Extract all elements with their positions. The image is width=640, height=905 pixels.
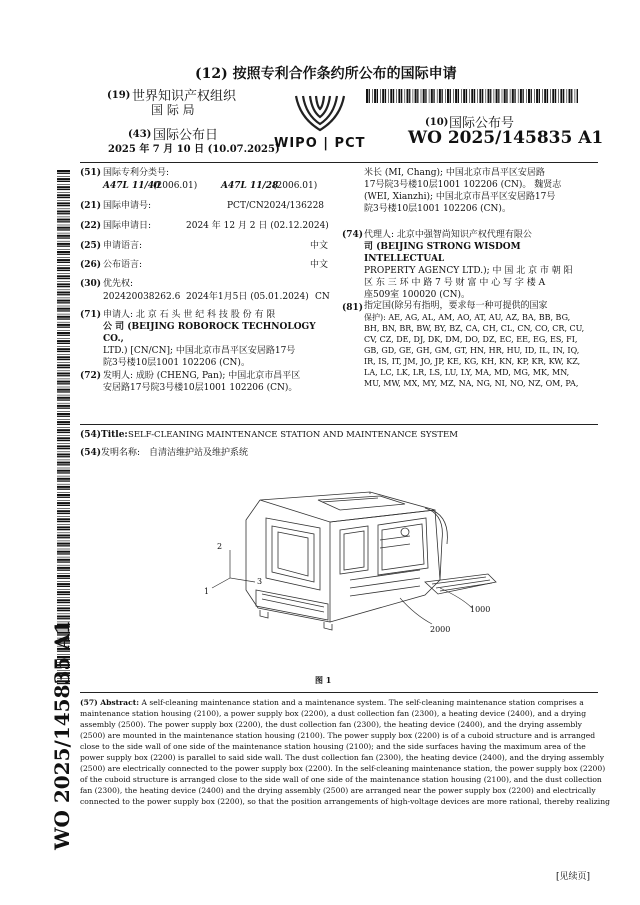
field-21-num: (21) bbox=[80, 201, 102, 211]
field-21-label: 国际申请号: bbox=[103, 201, 152, 211]
ref-label-2000: 2000 bbox=[430, 625, 451, 634]
axis-label-1: 1 bbox=[204, 587, 210, 596]
title-cn-label: 发明名称: bbox=[101, 448, 141, 458]
inventor-cont-line: 17号院3号楼10层1001 102206 (CN)。 魏贤志 bbox=[364, 180, 562, 190]
abstract-rule bbox=[80, 692, 598, 693]
top-barcode bbox=[366, 88, 578, 102]
designated-line: IR, IS, IT, JM, JO, JP, KE, KG, KH, KN, KP, KR, KW, KZ, bbox=[364, 357, 581, 366]
filing-language: 中文 bbox=[310, 241, 329, 251]
inventor-line: 发明人: 成盼 (CHENG, Pan); 中国北京市昌平区 bbox=[103, 371, 301, 381]
inventor-cont-line: 米长 (MI, Chang); 中国北京市昌平区安居路 bbox=[364, 168, 545, 178]
side-barcode bbox=[57, 170, 70, 685]
field-30-num: (30) bbox=[80, 279, 102, 289]
pubno-value: WO 2025/145835 A1 bbox=[408, 128, 604, 148]
designated-line: 指定国(除另有指明，要求每一种可提供的国家 bbox=[364, 301, 548, 311]
designated-states-block bbox=[364, 301, 599, 389]
agent-line: 座509室 100020 (CN)。 bbox=[364, 290, 471, 300]
applicant-line: 院3号楼10层1001 102206 (CN)。 bbox=[103, 358, 250, 368]
title-rule-top bbox=[80, 424, 598, 425]
org-bureau: 国 际 局 bbox=[151, 103, 195, 117]
title-54-num: (54) bbox=[80, 430, 102, 440]
pubdate-number: (43) bbox=[128, 129, 152, 140]
agent-line: 代理人: 北京中强智尚知识产权代理有限公 bbox=[364, 230, 532, 240]
application-number: PCT/CN2024/136228 bbox=[227, 201, 325, 211]
inventor-cont-line: 院3号楼10层1001 102206 (CN)。 bbox=[364, 204, 511, 214]
abstract-line: assembly (2500). The power supply box (2200), the dust collection fan (2300), the heating device (2400), and the drying assembly bbox=[80, 720, 582, 729]
pubdate-value: 2025 年 7 月 10 日 (10.07.2025) bbox=[108, 144, 280, 155]
designated-line: LA, LC, LK, LR, LS, LU, LY, MA, MD, MG, MK, MN, bbox=[364, 368, 570, 377]
designated-line: BH, BN, BR, BW, BY, BZ, CA, CH, CL, CN, CO, CR, CU, bbox=[364, 324, 585, 333]
abstract-line: A self-cleaning maintenance station and a maintenance system. The self-cleaning maintenance station comprises a bbox=[139, 698, 584, 707]
abstract-line: of the cuboid structure is arranged close to the side wall of one side of the maintenance station housing (2100), and the dust collection bbox=[80, 775, 602, 784]
designated-line: CV, CZ, DE, DJ, DK, DM, DO, DZ, EC, EE, EG, ES, FI, bbox=[364, 335, 578, 344]
axis-label-2: 2 bbox=[217, 542, 223, 551]
field-26-label: 公布语言: bbox=[103, 260, 143, 270]
priority-country: CN bbox=[315, 292, 330, 302]
document-title: (12) 按照专利合作条约所公布的国际申请 bbox=[195, 66, 457, 82]
ipc-class-1-date: (2006.01) bbox=[153, 181, 198, 191]
figure-caption: 图 1 bbox=[315, 675, 332, 685]
inventor-block bbox=[103, 370, 343, 394]
maintenance-station-drawing bbox=[200, 470, 500, 670]
abstract-line: (2500) are mounted in the maintenance station housing (2100). The power supply box (2200) is of a cuboid structure and is arranged bbox=[80, 731, 596, 740]
abstract-line: fan (2300), the heating device (2400) and the drying assembly (2500) are arranged near the power supply box (2200) and electrically bbox=[80, 786, 596, 795]
field-74-num: (74) bbox=[342, 230, 364, 240]
agent-line: 区 东 三 环 中 路 7 号 财 富 中 心 写 字 楼 A bbox=[364, 278, 546, 288]
abstract-line: connected to the power supply box (2200), so that the position arrangements of high-voltage devices are more rational, thereby realizing bbox=[80, 797, 610, 806]
ipc-class-2: A47L 11/28 bbox=[221, 181, 279, 191]
axis-label-3: 3 bbox=[257, 577, 263, 586]
side-publication-number: WO 2025/145835 A1 bbox=[50, 620, 74, 850]
abstract-block bbox=[80, 697, 610, 807]
field-51-num: (51) bbox=[80, 168, 102, 178]
field-81-num: (81) bbox=[342, 303, 364, 313]
patent-drawing bbox=[200, 470, 500, 670]
filing-date: 2024 年 12 月 2 日 (02.12.2024) bbox=[186, 221, 329, 231]
designated-line: 保护): AE, AG, AL, AM, AO, AT, AU, AZ, BA, BB, BG, bbox=[364, 313, 571, 322]
applicant-block bbox=[103, 309, 335, 369]
agent-line: 司 (BEIJING STRONG WISDOM INTELLECTUAL bbox=[364, 242, 521, 264]
field-22-label: 国际申请日: bbox=[103, 221, 152, 231]
abstract-number: (57) bbox=[80, 698, 98, 707]
field-25-label: 申请语言: bbox=[103, 241, 143, 251]
ref-label-1000: 1000 bbox=[470, 605, 491, 614]
pubno-number: (10) bbox=[425, 117, 449, 128]
org-number: (19) bbox=[107, 90, 131, 101]
publication-language: 中文 bbox=[310, 260, 329, 270]
priority-number: 202420038262.6 bbox=[103, 292, 181, 302]
field-51-label: 国际专利分类号: bbox=[103, 168, 170, 178]
abstract-line: close to the side wall of one side of the maintenance station housing (2100); and the side surfaces having the maximum area of the bbox=[80, 742, 586, 751]
designated-line: GB, GD, GE, GH, GM, GT, HN, HR, HU, ID, IL, IN, IQ, bbox=[364, 346, 580, 355]
designated-line: MU, MW, MX, MY, MZ, NA, NG, NI, NO, NZ, OM, PA, bbox=[364, 379, 579, 388]
ipc-class-2-date: (2006.01) bbox=[273, 181, 318, 191]
inventor-line: 安居路17号院3号楼10层1001 102206 (CN)。 bbox=[103, 383, 298, 393]
pubno-label: 国际公布号 bbox=[449, 116, 515, 131]
agent-line: PROPERTY AGENCY LTD.); 中 国 北 京 市 朝 阳 bbox=[364, 266, 573, 276]
agent-block bbox=[364, 229, 599, 301]
field-71-num: (71) bbox=[80, 310, 102, 320]
wipo-logo bbox=[270, 88, 370, 156]
applicant-line: 公 司 (BEIJING ROBOROCK TECHNOLOGY CO., bbox=[103, 322, 316, 344]
field-25-num: (25) bbox=[80, 241, 102, 251]
abstract-line: (2500) are electrically connected to the power supply box (2200). In the self-cleaning maintenance station, the power supply box (2200) bbox=[80, 764, 606, 773]
applicant-line: LTD.) [CN/CN]; 中国北京市昌平区安居路17号 bbox=[103, 346, 296, 356]
title-chinese: 自清洁维护站及维护系统 bbox=[149, 448, 249, 458]
title-en-label: Title: bbox=[101, 430, 128, 440]
pubdate-label: 国际公布日 bbox=[153, 128, 219, 143]
ipc-class-1: A47L 11/40 bbox=[103, 181, 161, 191]
title-54-num-cn: (54) bbox=[80, 448, 102, 458]
field-22-num: (22) bbox=[80, 221, 102, 231]
abstract-line: maintenance station housing (2100), a power supply box (2200), a dust collection fan (2300), a heating device (2400), and a drying bbox=[80, 709, 587, 718]
header-rule bbox=[80, 162, 598, 163]
title-english: SELF-CLEANING MAINTENANCE STATION AND MAINTENANCE SYSTEM bbox=[128, 430, 458, 440]
priority-date: 2024年1月5日 (05.01.2024) bbox=[186, 292, 309, 302]
org-name: 世界知识产权组织 bbox=[132, 89, 237, 104]
abstract-line: power supply box (2200) is parallel to said side wall. The dust collection fan (2300), the heating device (2400), and the drying assembly bbox=[80, 753, 605, 762]
continue-label: [见续页] bbox=[556, 872, 591, 882]
applicant-line: 申请人: 北 京 石 头 世 纪 科 技 股 份 有 限 bbox=[103, 310, 276, 320]
abstract-label: Abstract: bbox=[100, 698, 140, 707]
wipo-logo-text: WIPO | PCT bbox=[274, 136, 366, 151]
field-26-num: (26) bbox=[80, 260, 102, 270]
inventor-cont-line: (WEI, Xianzhi); 中国北京市昌平区安居路17号 bbox=[364, 192, 556, 202]
field-72-num: (72) bbox=[80, 371, 102, 381]
inventor-continued-block bbox=[364, 167, 599, 215]
field-30-label: 优先权: bbox=[103, 279, 134, 289]
